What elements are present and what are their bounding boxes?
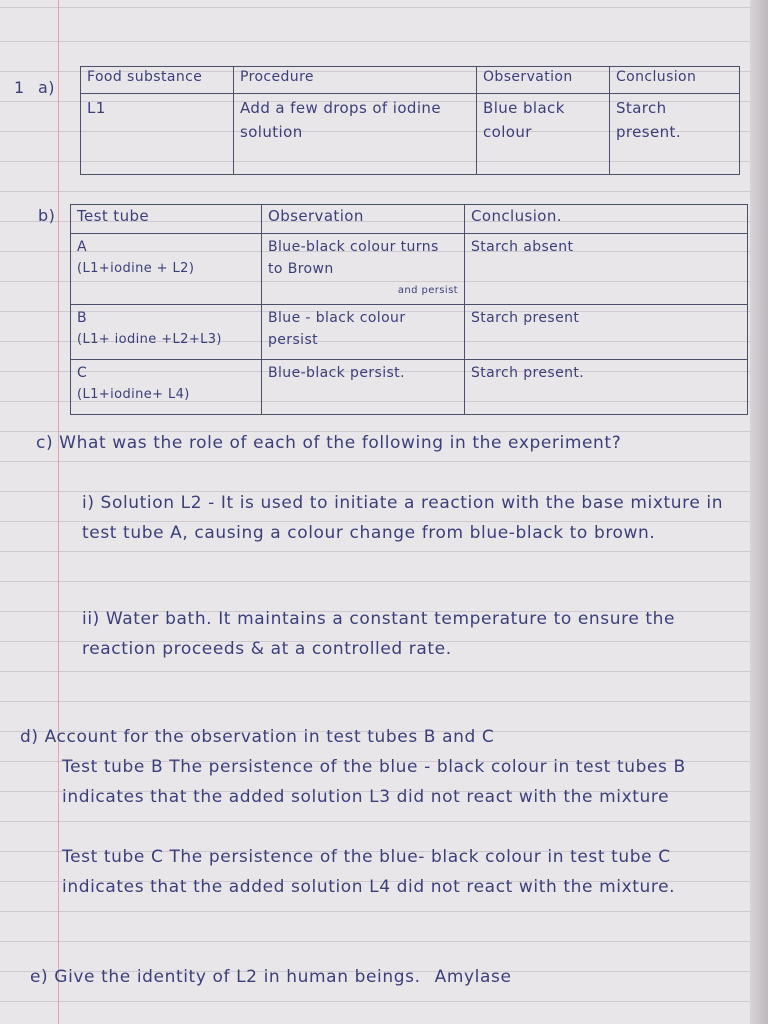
page-edge [750,0,768,1024]
cell-observation: Blue black colour [477,94,610,175]
question-number: 1 [14,78,25,97]
cell-conclusion: Starch absent [465,234,748,305]
question-e [30,962,512,992]
cell-observation: Blue-black persist. [262,360,465,415]
tube-contents: (L1+iodine+ L4) [77,387,190,402]
question-c: c) What was the role of each of the following in the experiment? [36,433,622,453]
table-header-row [71,205,748,234]
answer-e: Amylase [434,967,512,987]
tube-label: A [77,239,87,255]
observation-text: Blue-black colour turns to Brown [268,239,439,277]
cell-tube [71,305,262,360]
table-row [81,94,740,175]
question-d: d) Account for the observation in test tubes B and C [20,727,495,747]
table-header-row [81,67,740,94]
question-e-text: e) Give the identity of L2 in human beings. [30,967,421,987]
cell-tube [71,234,262,305]
tube-contents: (L1+ iodine +L2+L3) [77,332,222,347]
answer-c-ii: ii) Water bath. It maintains a constant temperature to ensure the reaction proceeds & at a controlled rate. [82,609,676,659]
cell-conclusion: Starch present. [465,360,748,415]
header-procedure: Procedure [234,67,477,94]
header-observation: Observation [262,205,465,234]
cell-conclusion: Starch present [465,305,748,360]
header-observation: Observation [477,67,610,94]
cell-observation [262,234,465,305]
header-food-substance: Food substance [81,67,234,94]
food-test-table [80,66,740,175]
answer-c-i: i) Solution L2 - It is used to initiate a reaction with the base mixture in test tube A, causing a colour change from blue-black to brown. [82,493,724,543]
header-test-tube: Test tube [71,205,262,234]
table-row [71,234,748,305]
cell-observation: Blue - black colour persist [262,305,465,360]
table-row [71,305,748,360]
cell-food: L1 [81,94,234,175]
cell-procedure: Add a few drops of iodine solution [234,94,477,175]
header-conclusion: Conclusion. [465,205,748,234]
tube-label: C [77,365,88,381]
margin-line [58,0,59,1024]
answer-d-tube-c: Test tube C The persistence of the blue- black colour in test tube C indicates that the added solution L4 did not react with the mixture. [62,847,676,897]
tube-contents: (L1+iodine + L2) [77,261,195,276]
cell-tube [71,360,262,415]
part-b-label: b) [38,206,56,225]
answer-d-tube-b: Test tube B The persistence of the blue - black colour in test tubes B indicates that the added solution L3 did not react with the mixture [62,757,686,807]
header-conclusion: Conclusion [610,67,740,94]
tube-label: B [77,310,88,326]
test-tube-table [70,204,748,415]
observation-note: and persist [397,285,458,296]
cell-conclusion: Starch present. [610,94,740,175]
table-row [71,360,748,415]
part-a-label: a) [38,78,56,97]
